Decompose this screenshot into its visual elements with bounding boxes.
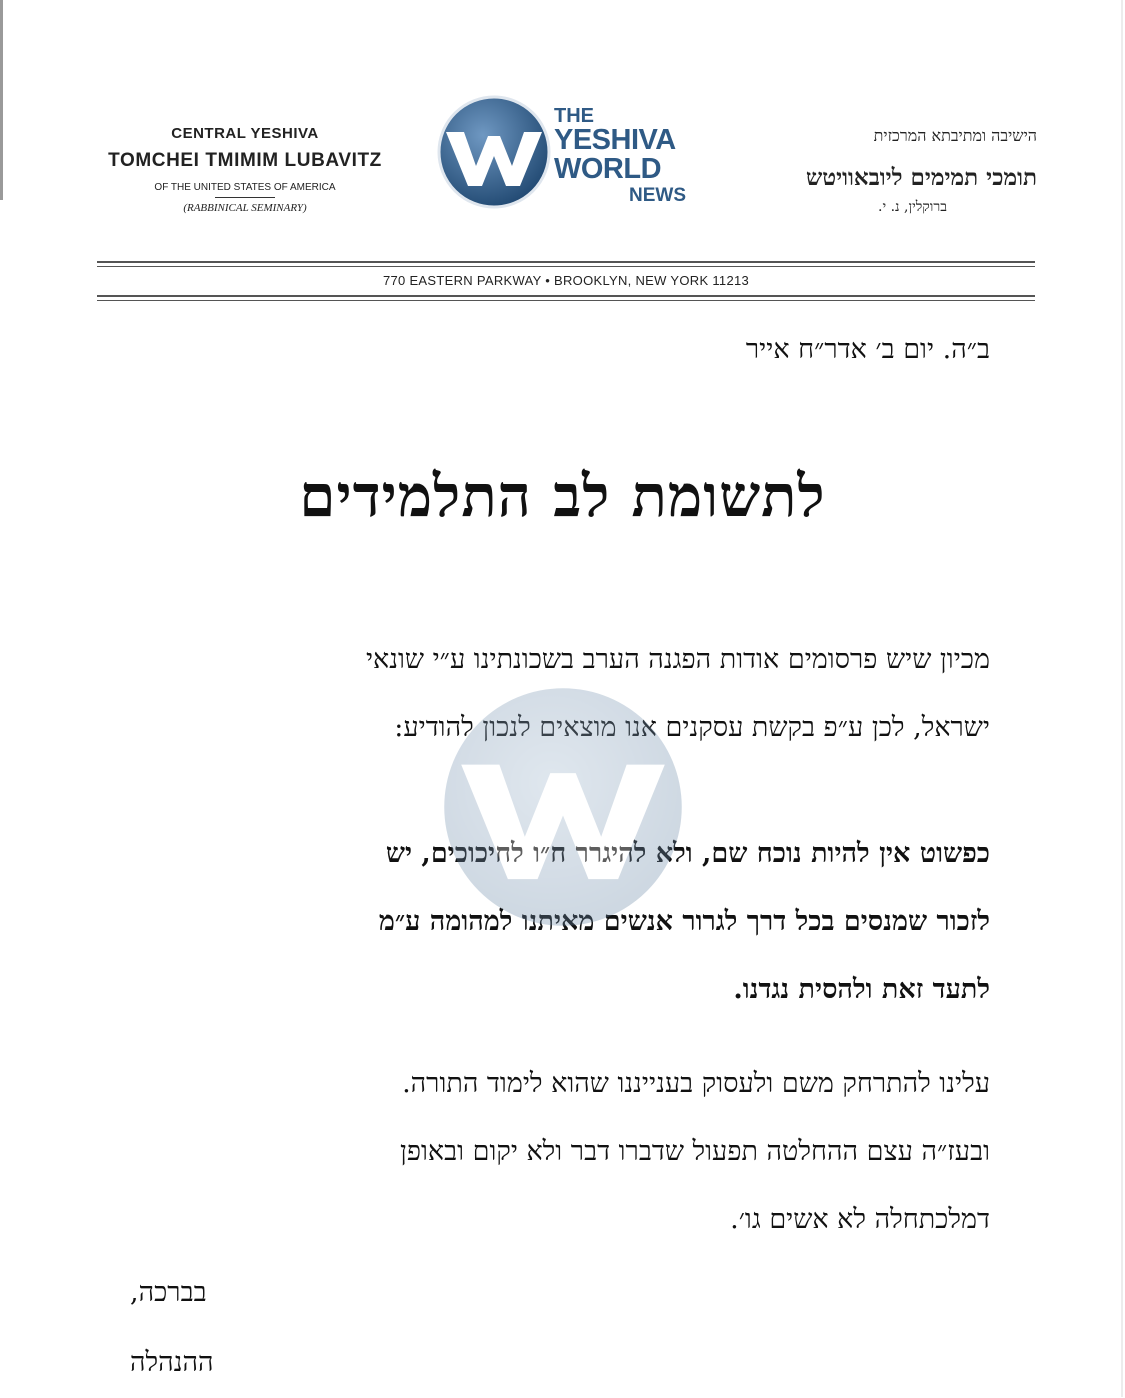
letterhead-hebrew-line3: ברוקלין, נ. י.: [878, 199, 947, 215]
logo-line4: NEWS: [629, 185, 686, 206]
yeshiva-world-news-logo-icon: [436, 94, 552, 210]
letterhead-english-line4: (RABBINICAL SEMINARY): [183, 202, 307, 214]
paragraph-3-line: דמלכתחלה לא אשים גו׳.: [730, 1204, 990, 1235]
letter-date: ב״ה. יום ב׳ אדר״ח אייר: [745, 334, 990, 365]
letterhead-address: 770 EASTERN PARKWAY • BROOKLYN, NEW YORK 11213: [382, 273, 750, 288]
letterhead-divider: [215, 197, 275, 198]
letterhead-hebrew: [727, 126, 1037, 216]
paragraph-2-line: לזכור שמנסים בכל דרך לגרור אנשים מאיתנו למהומה ע״מ: [378, 906, 990, 937]
paragraph-2: [130, 820, 990, 1024]
letterhead-english-line3: OF THE UNITED STATES OF AMERICA: [154, 182, 336, 193]
scan-edge-right: [1121, 0, 1123, 1397]
letterhead-english: [90, 125, 400, 214]
logo-line2: YESHIVA: [554, 124, 676, 156]
logo-line3: WORLD: [554, 153, 662, 185]
header-rule-bottom-thin: [97, 300, 1035, 301]
yeshiva-world-news-logo: [436, 94, 696, 210]
letterhead-english-line1: CENTRAL YESHIVA: [171, 125, 319, 142]
paragraph-3: [130, 1050, 990, 1254]
letter-closing: [130, 1258, 214, 1398]
paragraph-2-line: לתעד זאת ולהסית נגדנו.: [733, 974, 990, 1005]
header-rule-top-thin: [97, 266, 1035, 267]
letter-title: לתשומת לב התלמידים: [299, 462, 826, 530]
closing-signature: ההנהלה: [130, 1347, 214, 1378]
closing-greeting: בברכה,: [130, 1277, 207, 1308]
scan-edge: [0, 0, 3, 200]
letterhead-hebrew-line1: הישיבה ומתיבתא המרכזית: [873, 126, 1037, 145]
letterhead-hebrew-line2: תומכי תמימים ליובאוויטש: [805, 164, 1037, 191]
paragraph-1: [130, 626, 990, 762]
letterhead-english-line2: TOMCHEI TMIMIM LUBAVITZ: [108, 150, 382, 171]
header-rule-top: [97, 261, 1035, 263]
header-rule-bottom: [97, 295, 1035, 297]
paragraph-2-line: כפשוט אין להיות נוכח שם, ולא להיגרר ח״ו לחיכוכים, יש: [385, 838, 990, 869]
paragraph-1-line: מכיון שיש פרסומים אודות הפגנה הערב בשכונתינו ע״י שונאי: [365, 644, 990, 675]
paragraph-3-line: עלינו להתרחק משם ולעסוק בענייננו שהוא לימוד התורה.: [402, 1068, 990, 1099]
paragraph-1-line: ישראל, לכן ע״פ בקשת עסקנים אנו מוצאים לנכון להודיע:: [394, 712, 990, 743]
paragraph-3-line: ובעז״ה עצם ההחלטה תפעול שדברו דבר ולא יקום ובאופן: [399, 1136, 990, 1167]
logo-line1: THE: [554, 105, 594, 127]
